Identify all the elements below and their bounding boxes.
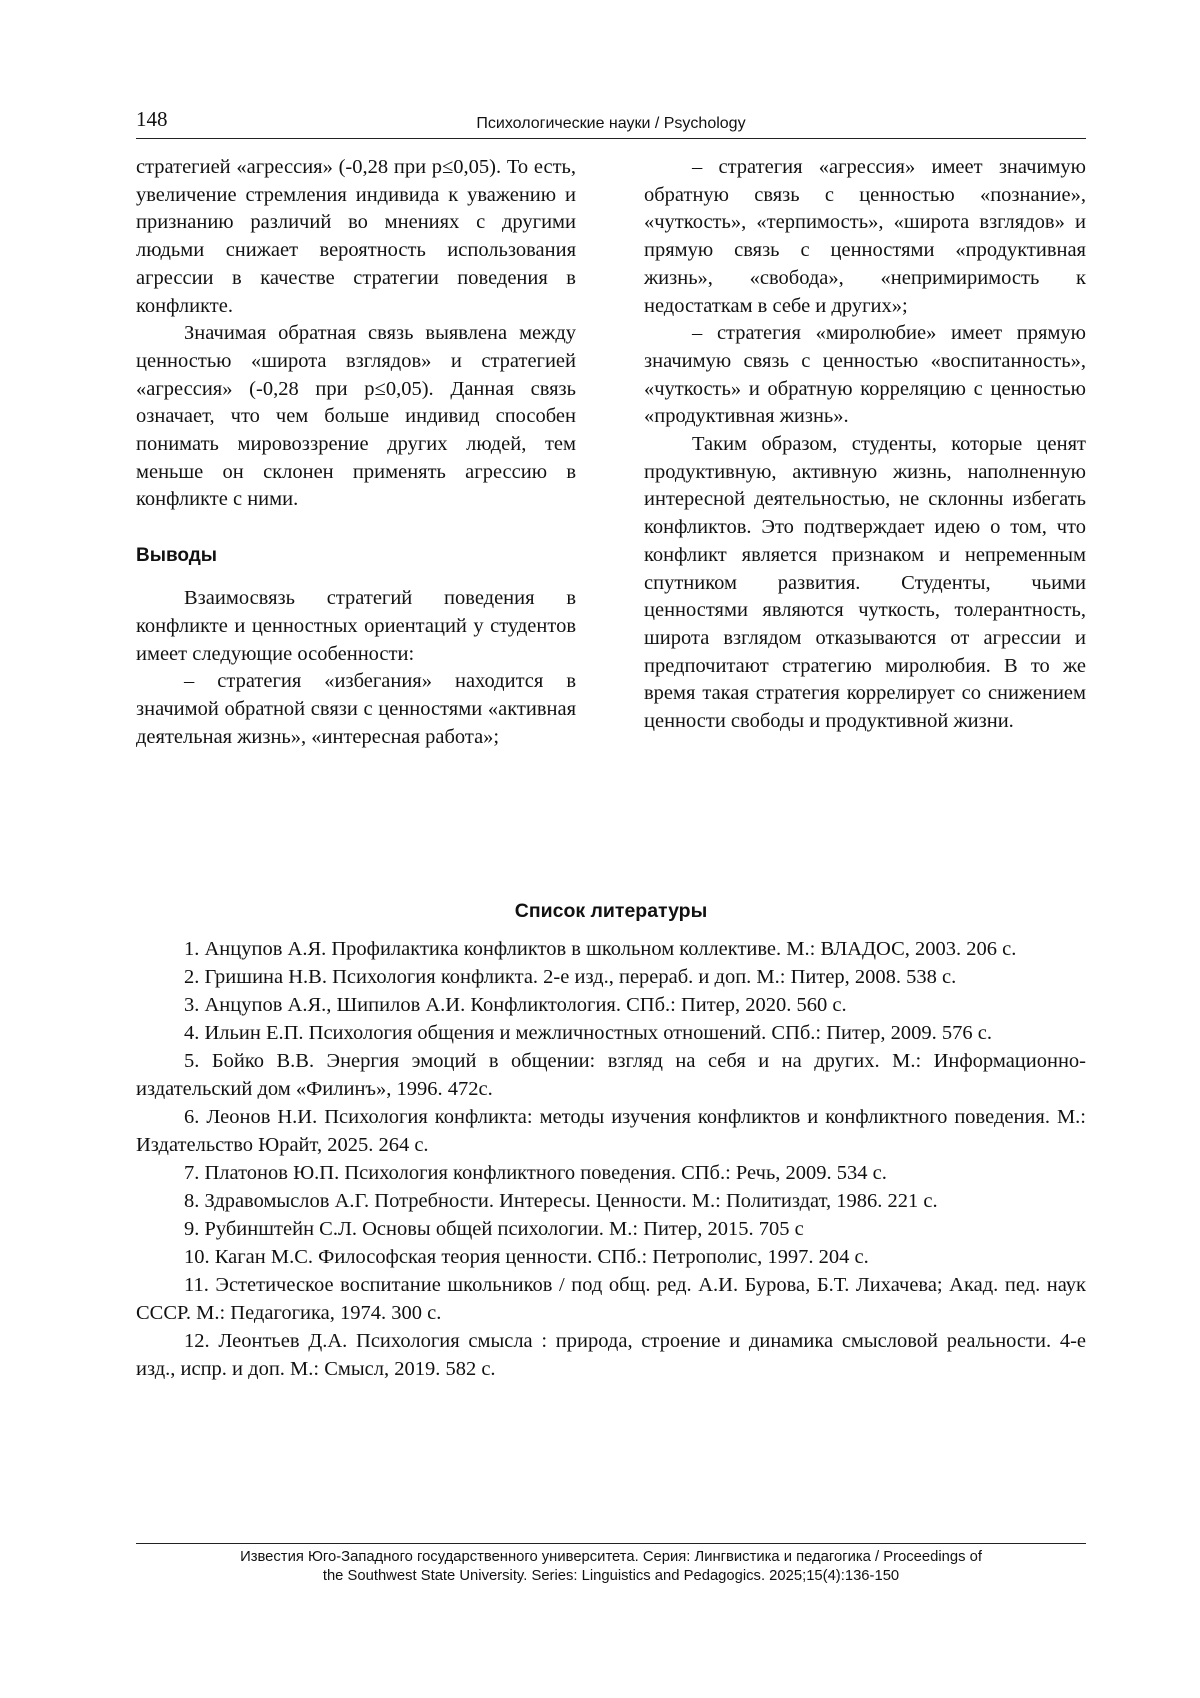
- reference-item: 6. Леонов Н.И. Психология конфликта: методы изучения конфликтов и конфликтного поведения. М.: Издательство Юрайт, 2025. 264 с.: [136, 1106, 1086, 1156]
- paragraph: Таким образом, студенты, которые ценят продуктивную, активную жизнь, наполненную интересной деятельностью, не склонны избегать конфликтов. Это подтверждает идею о том, что конфликт является признаком и непременным спутником развития. Студенты, чьими ценностями являются чуткость, толерантность, широта взглядом отказываются от агрессии и предпочитают стратегию миролюбия. В то же время такая стратегия коррелирует со снижением ценности свободы и продуктивной жизни.: [644, 433, 1086, 733]
- running-title: Психологические науки / Psychology: [476, 115, 746, 132]
- reference-item: 1. Анцупов А.Я. Профилактика конфликтов в школьном коллективе. М.: ВЛАДОС, 2003. 206 с.: [184, 938, 1017, 960]
- references-title: Список литературы: [514, 900, 708, 922]
- left-column: [136, 154, 576, 751]
- reference-item: 5. Бойко В.В. Энергия эмоций в общении: взгляд на себя и на других. М.: Информационно-издательский дом «Филинъ», 1996. 472с.: [136, 1050, 1086, 1100]
- paragraph: Значимая обратная связь выявлена между ценностью «широта взглядов» и стратегией «агрессия» (-0,28 при p≤0,05). Данная связь означает, что чем больше индивид способен понимать мировоззрение других людей, тем меньше он склонен применять агрессию в конфликте с ними.: [136, 322, 576, 511]
- list-item: – стратегия «миролюбие» имеет прямую значимую связь с ценностью «воспитанность», «чуткость» и обратную корреляцию с ценностью «продуктивная жизнь».: [644, 322, 1086, 428]
- reference-item: 12. Леонтьев Д.А. Психология смысла : природа, строение и динамика смысловой реальности. 4-е изд., испр. и доп. М.: Смысл, 2019. 582 с.: [136, 1330, 1086, 1380]
- page-footer: [136, 1543, 1086, 1586]
- list-item: – стратегия «избегания» находится в значимой обратной связи с ценностями «активная деятельная жизнь», «интересная работа»;: [136, 670, 576, 748]
- reference-item: 10. Каган М.С. Философская теория ценности. СПб.: Петрополис, 1997. 204 с.: [184, 1246, 869, 1268]
- reference-item: 9. Рубинштейн С.Л. Основы общей психологии. М.: Питер, 2015. 705 с: [184, 1218, 804, 1240]
- list-item: – стратегия «агрессия» имеет значимую обратную связь с ценностью «познание», «чуткость», «терпимость», «широта взглядов» и прямую связь с ценностями «продуктивная жизнь», «свобода», «непримиримость к недостаткам в себе и других»;: [644, 156, 1086, 317]
- page-number: 148: [136, 107, 168, 131]
- references-list: [136, 935, 1086, 1383]
- reference-item: 2. Гришина Н.В. Психология конфликта. 2-е изд., перераб. и доп. М.: Питер, 2008. 538 с.: [184, 966, 957, 988]
- conclusions-heading: Выводы: [136, 545, 218, 567]
- reference-item: 7. Платонов Ю.П. Психология конфликтного поведения. СПб.: Речь, 2009. 534 с.: [184, 1162, 887, 1184]
- paragraph: стратегией «агрессия» (-0,28 при p≤0,05). То есть, увеличение стремления индивида к уважению и признанию различий во мнениях с другими людьми снижает вероятность использования агрессии в качестве стратегии поведения в конфликте.: [136, 156, 576, 317]
- reference-item: 4. Ильин Е.П. Психология общения и межличностных отношений. СПб.: Питер, 2009. 576 с.: [184, 1022, 992, 1044]
- reference-item: 8. Здравомыслов А.Г. Потребности. Интересы. Ценности. М.: Политиздат, 1986. 221 с.: [184, 1190, 938, 1212]
- right-column: [644, 154, 1086, 736]
- reference-item: 11. Эстетическое воспитание школьников / под общ. ред. А.И. Бурова, Б.Т. Лихачева; Акад. пед. наук СССР. М.: Педагогика, 1974. 300 с.: [136, 1274, 1086, 1324]
- reference-item: 3. Анцупов А.Я., Шипилов А.И. Конфликтология. СПб.: Питер, 2020. 560 с.: [184, 994, 847, 1016]
- footer-line: Известия Юго-Западного государственного университета. Серия: Лингвистика и педагогика / Proceedings of: [240, 1549, 982, 1565]
- paragraph: Взаимосвязь стратегий поведения в конфликте и ценностных ориентаций у студентов имеет следующие особенности:: [136, 587, 576, 665]
- page-header: [136, 104, 1086, 139]
- footer-line: the Southwest State University. Series: Linguistics and Pedagogics. 2025;15(4):136-150: [322, 1568, 900, 1584]
